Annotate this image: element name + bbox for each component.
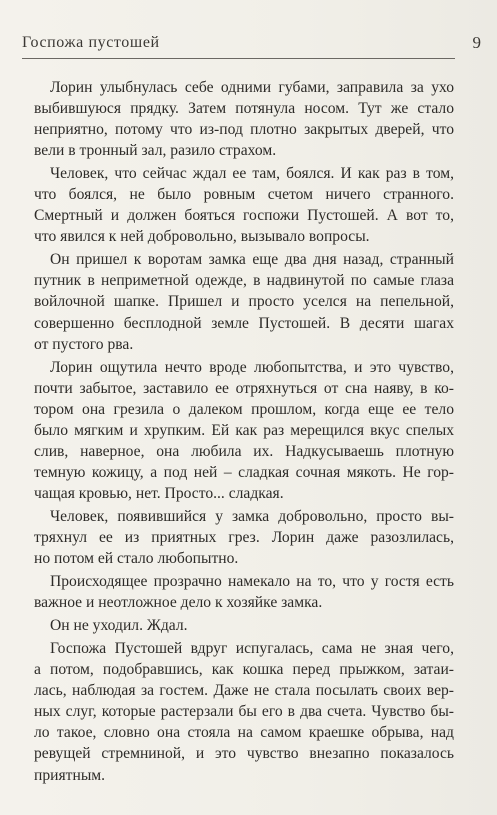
- paragraph: [34, 638, 454, 785]
- text-line: ревущей стремниной, и это чувство внезапно показалось: [34, 745, 454, 763]
- body-text: [34, 77, 454, 788]
- text-line: что явился к ней добровольно, вызывало вопросы.: [34, 228, 370, 246]
- text-line: Человек, появившийся у замка добровольно, просто вы-: [50, 507, 454, 525]
- text-line: путник в неприметной одежде, в надвинутой по самые глаза: [34, 272, 454, 290]
- text-line: почти забытое, заставило ее отряхнуться от сна наяву, в ко-: [34, 379, 454, 397]
- text-line: важное и неотложное дело к хозяйке замка.: [34, 594, 323, 612]
- text-line: Смертный и должен бояться госпожи Пустошей. А вот то,: [34, 207, 454, 225]
- text-line: вели в тронный зал, разило страхом.: [34, 142, 277, 160]
- text-line: Он пришел к воротам замка еще два дня назад, странный: [50, 251, 454, 269]
- text-line: что боялся, не было ровным счетом ничего странного.: [34, 186, 454, 204]
- text-line: ло такое, словно она стояла на самом краешке обрыва, над: [34, 724, 454, 742]
- paragraph: [34, 77, 454, 161]
- text-line: войлочной шапке. Пришел и просто уселся на пепельной,: [34, 293, 454, 311]
- text-line: тором она грезила о далеком прошлом, когда еще ее тело: [34, 400, 454, 418]
- text-line: Происходящее прозрачно намекало на то, что у гостя есть: [50, 573, 454, 591]
- text-line: чащая кровью, нет. Просто... сладкая.: [34, 484, 284, 502]
- text-line: Человек, что сейчас ждал ее там, боялся. И как раз в том,: [50, 165, 454, 183]
- paragraph: [34, 615, 454, 636]
- text-line: тряхнул ее из приятных грез. Лорин даже разозлилась,: [34, 528, 454, 546]
- paragraph: [34, 571, 454, 613]
- text-line: ных слуг, которые растерзали бы его в два счета. Чувство бы-: [34, 703, 454, 721]
- paragraph: [34, 506, 454, 569]
- paragraph: [34, 357, 454, 504]
- text-line: выбившуюся прядку. Затем потянула носом. Тут же стало: [34, 100, 454, 118]
- text-line: было мягким и хрупким. Ей как раз мерещился вкус спелых: [34, 421, 454, 439]
- text-line: неприятно, потому что из-под плотно закрытых дверей, что: [34, 121, 454, 139]
- text-line: от пустого рва.: [34, 335, 134, 353]
- running-header: [22, 28, 481, 59]
- text-line: Он не уходил. Ждал.: [50, 617, 188, 635]
- text-line: темную кожицу, а под ней – сладкая сочная мякоть. Не гор-: [34, 463, 454, 481]
- paragraph: [34, 163, 454, 247]
- text-line: слив, наверное, она любила их. Надкусываешь плотную: [34, 442, 454, 460]
- text-line: лась, наблюдая за гостем. Даже не стала посылать своих вер-: [34, 682, 454, 700]
- text-line: Лорин улыбнулась себе одними губами, заправила за ухо: [50, 79, 454, 96]
- running-title: Госпожа пустошей: [22, 34, 160, 51]
- text-line: а потом, подобравшись, как кошка перед прыжком, затаи-: [34, 661, 454, 679]
- text-line: совершенно бесплодной земле Пустошей. В десяти шагах: [34, 314, 454, 332]
- paragraph: [34, 249, 454, 354]
- text-line: Лорин ощутила нечто вроде любопытства, и это чувство,: [50, 358, 454, 376]
- text-line: приятным.: [34, 766, 106, 784]
- text-line: Госпожа Пустошей вдруг испугалась, сама не зная чего,: [50, 640, 454, 658]
- page-number: 9: [472, 33, 481, 52]
- text-line: но потом ей стало любопытно.: [34, 550, 239, 568]
